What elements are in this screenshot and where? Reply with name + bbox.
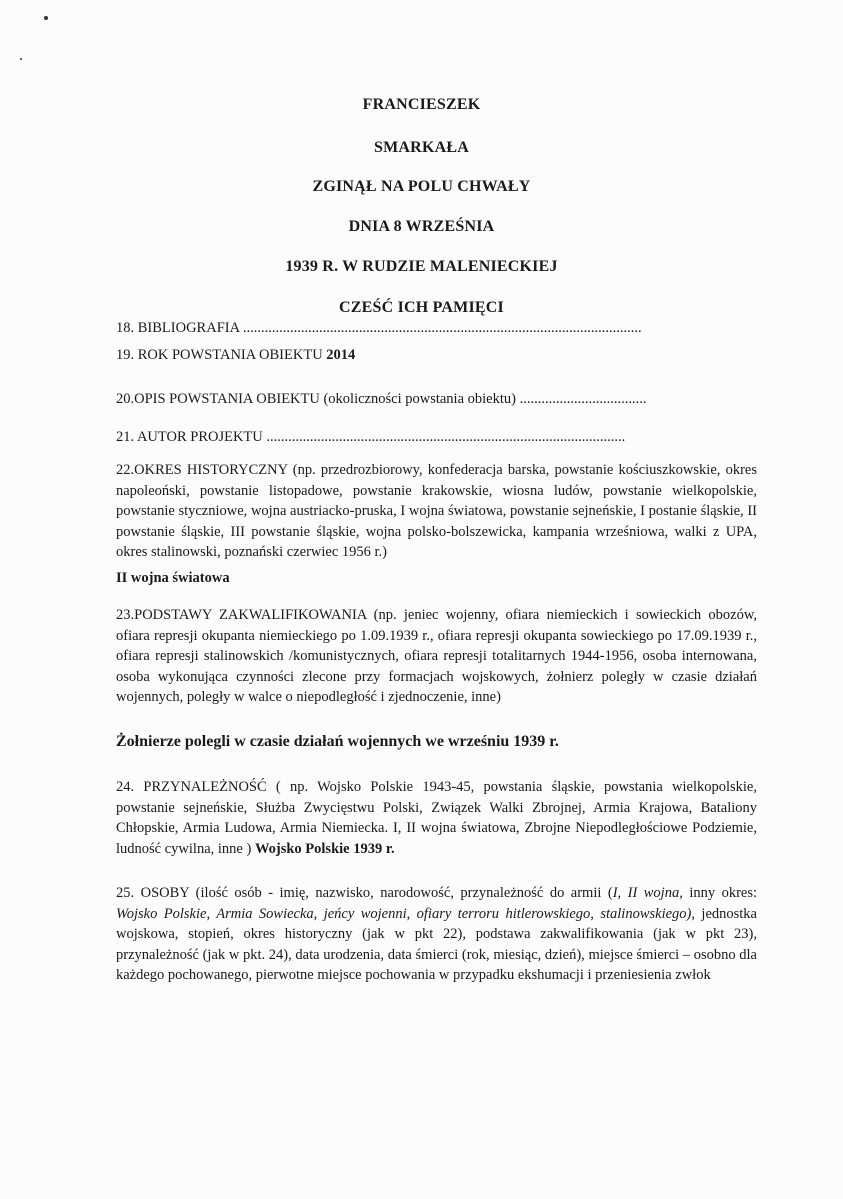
- field-21-author: 21. AUTOR PROJEKTU ...................................................................................................: [116, 429, 626, 445]
- field-19-year: [116, 347, 756, 364]
- field-25-italic-1: I, II wojna,: [612, 885, 683, 901]
- header-first-name: FRANCIESZEK: [362, 96, 481, 113]
- field-24-value: Wojsko Polskie 1939 r.: [254, 840, 395, 857]
- field-22-value: II wojna światowa: [116, 570, 230, 586]
- field-19-label: 19. ROK POWSTANIA OBIEKTU: [116, 347, 327, 363]
- field-18-bibliography: 18. BIBLIOGRAFIA ..............................................................................................................: [116, 320, 642, 336]
- scan-speck: [20, 58, 22, 60]
- header-date-line: DNIA 8 WRZEŚNIA: [348, 218, 495, 235]
- field-23-value: Żołnierze polegli w czasie działań wojennych we wrześniu 1939 r.: [116, 733, 559, 750]
- scan-speck: [44, 16, 48, 20]
- field-20-description: 20.OPIS POWSTANIA OBIEKTU (okoliczności powstania obiektu) ...................................: [116, 391, 647, 407]
- field-24-text: 24. PRZYNALEŻNOŚĆ ( np. Wojsko Polskie 1943-45, powstania śląskie, powstania wielkopolskie, powstanie sejneńskie, Służba Zwycięstwu Polski, Związek Walki Zbrojnej, Armia Krajowa, Bataliony Chłopskie, Armia Ludowa, Armia Niemiecka. I, II wojna światowa, Zbrojne Niepodległościowe Podziemie, ludność cywilna, inne ): [116, 779, 757, 857]
- field-19-value: 2014: [326, 347, 356, 363]
- field-25-text-1: 25. OSOBY (ilość osób - imię, nazwisko, narodowość, przynależność do armii (: [116, 885, 613, 901]
- field-22-period: 22.OKRES HISTORYCZNY (np. przedrozbiorowy, konfederacja barska, powstanie kościuszkowskie, okres napoleoński, powstanie listopadowe, powstanie krakowskie, wiosna ludów, powstanie wielkopolskie, powstanie styczniowe, wojna austriacko-pruska, I wojna światowa, powstanie sejneńskie, I postanie śląskie, II powstanie śląskie, III powstanie śląskie, wojna polsko-bolszewicka, kampania wrześniowa, walki z UPA, okres stalinowski, poznański czerwiec 1956 r.): [116, 462, 757, 560]
- field-25-italic-2: Wojsko Polskie, Armia Sowiecka, jeńcy wojenni, ofiary terroru hitlerowskiego, stalinowskiego),: [116, 905, 695, 922]
- field-24-affiliation: [116, 777, 757, 859]
- header-last-name: SMARKAŁA: [374, 139, 469, 156]
- field-25-text-3: jednostka wojskowa, stopień, okres historyczny (jak w pkt 22), podstawa zakwalifikowania (jak w pkt 23), przynależność (jak w pkt. 24), data urodzenia, data śmierci (rok, miesiąc, dzień), miejsce śmierci – osobno dla każdego pochowanego, pierwotne miejsce pochowania w przypadku ekshumacji i przeniesienia zwłok: [116, 905, 757, 983]
- field-25-persons: [116, 883, 757, 986]
- field-23-basis: 23.PODSTAWY ZAKWALIFIKOWANIA (np. jeniec wojenny, ofiara niemieckich i sowieckich obozów, ofiara represji okupanta niemieckiego po 1.09.1939 r., ofiara represji okupanta sowieckiego po 17.09.1939 r., ofiara represji stalinowskich /komunistycznych, ofiara represji totalitarnych 1944-1956, osoba internowana, osoba wykonująca czynności zlecone przy formacjach wojskowych, żołnierz poległy w czasie działań wojennych, poległy w walce o niepodległość i zjednoczenie, inne): [116, 607, 757, 705]
- header-memory-line: CZEŚĆ ICH PAMIĘCI: [339, 299, 504, 316]
- header-place-line: 1939 R. W RUDZIE MALENIECKIEJ: [285, 258, 558, 275]
- field-25-text-2: inny okres:: [682, 885, 758, 901]
- header-fell-line: ZGINĄŁ NA POLU CHWAŁY: [312, 178, 531, 195]
